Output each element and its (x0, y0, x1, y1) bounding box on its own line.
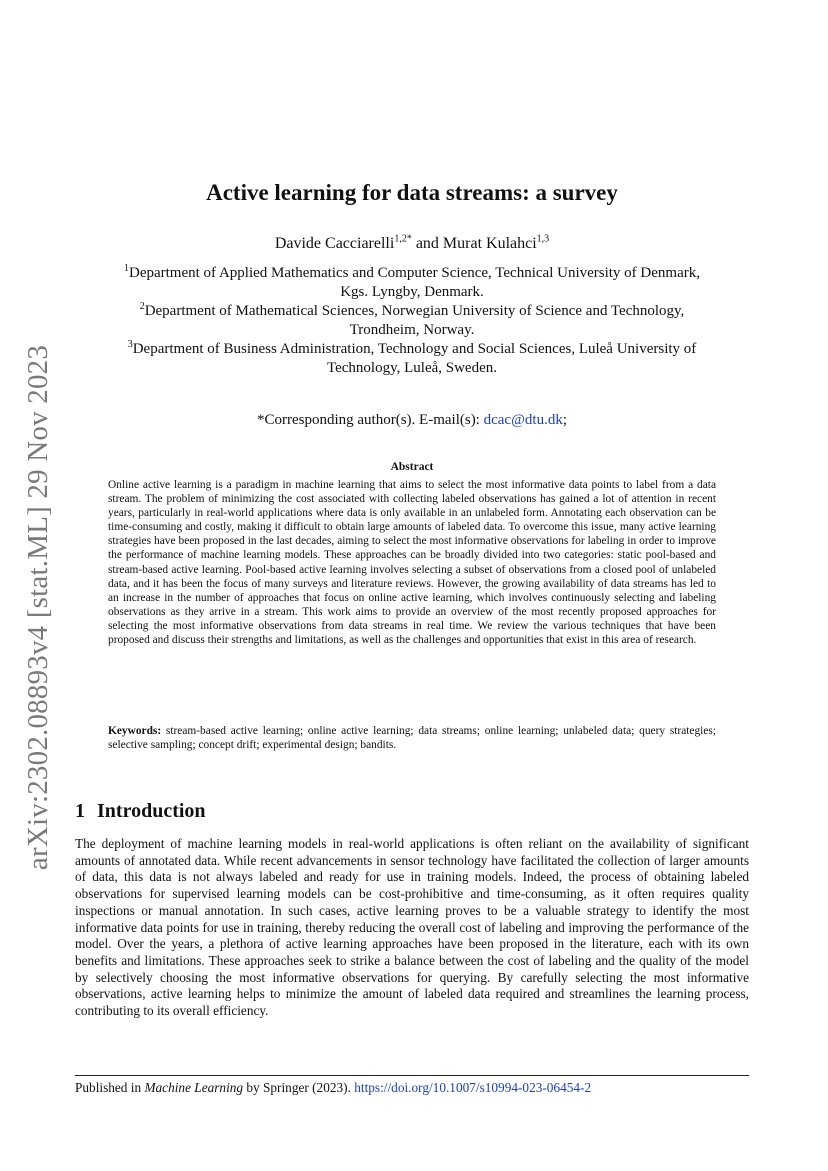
author-affiliation-marker: 1,2* (394, 233, 412, 245)
corresponding-suffix: ; (562, 412, 567, 428)
section-heading (75, 800, 206, 823)
affiliation-2-cont: Trondheim, Norway. (349, 322, 475, 338)
arxiv-id-text: arXiv:2302.08893v4 [stat.ML] 29 Nov 2023 (22, 344, 55, 870)
footnote-divider (75, 1075, 749, 1076)
corresponding-label: *Corresponding author(s). E-mail(s): (256, 412, 484, 428)
arxiv-identifier-stamp (20, 344, 58, 870)
author-name: Davide Cacciarelli (274, 235, 395, 252)
affiliation-marker: 1 (123, 263, 129, 274)
email-link[interactable]: dcac@dtu.dk (483, 412, 563, 428)
author-affiliation-marker: 1,3 (536, 233, 550, 245)
abstract-body: Online active learning is a paradigm in machine learning that aims to select the most informative data points to label from a data stream. The problem of minimizing the cost associated with collecting labeled observations has gained a lot of attention in recent years, particularly in real-world applications where data is only available in an unlabeled form. Annotating each observation can be time-consuming and costly, making it difficult to obtain large amounts of labeled data. To overcome this issue, many active learning strategies have been proposed in the last decades, aiming to select the most informative observations for labeling in order to improve the performance of machine learning models. These approaches can be broadly divided into two categories: static pool-based and stream-based active learning. Pool-based active learning involves selecting a subset of observations from a closed pool of unlabeled data, and it has been the focus of many surveys and literature reviews. However, the growing availability of data streams has led to an increase in the number of approaches that focus on online active learning, which involves continuously selecting and labeling observations as they arrive in a stream. This work aims to provide an overview of the most recently proposed approaches for selecting the most informative observations from data streams in real time. We review the various techniques that have been proposed and discuss their strengths and limitations, as well as the challenges and opportunities that exist in this area of research. (108, 479, 716, 647)
keywords-label: Keywords: (108, 725, 162, 737)
introduction-paragraph: The deployment of machine learning models in real-world applications is often reliant on the availability of significant amounts of annotated data. While recent advancements in sensor technology have facilitated the collection of larger amounts of data, this data is not always labeled and ready for use in training models. Indeed, the process of obtaining labeled observations for supervised learning models can be cost-prohibitive and time-consuming, as it often requires quality inspections or manual annotation. In such cases, active learning proves to be a valuable strategy to identify the most informative data points for use in training, thereby reducing the overall cost of labeling and improving the performance of the model. Over the years, a plethora of active learning approaches have been proposed in the literature, each with its own benefits and limitations. These approaches seek to strike a balance between the cost of labeling and the quality of the model by selectively choosing the most informative observations for querying. By carefully selecting the most informative observations, active learning helps to minimize the amount of labeled data required and streamlines the learning process, contributing to its overall efficiency. (75, 836, 749, 1019)
footnote-prefix: Published in (75, 1080, 145, 1095)
footnote-middle: by Springer (2023). (243, 1080, 355, 1095)
affiliation-marker: 2 (139, 301, 145, 312)
affiliation-text: Department of Applied Mathematics and Computer Science, Technical University of Denmark, (128, 265, 700, 281)
author-list (75, 235, 749, 253)
affiliations (75, 264, 749, 378)
affiliation-2 (75, 302, 749, 321)
section-title: Introduction (97, 800, 206, 822)
affiliation-marker: 3 (127, 339, 133, 350)
section-number: 1 (75, 800, 85, 822)
affiliation-text: Department of Business Administration, Technology and Social Sciences, Luleå University of (132, 341, 697, 357)
paper-title: Active learning for data streams: a survey (206, 180, 618, 205)
author-joiner: and (411, 235, 443, 252)
affiliation-1-cont: Kgs. Lyngby, Denmark. (340, 284, 484, 300)
abstract-heading: Abstract (390, 461, 434, 473)
journal-name: Machine Learning (144, 1080, 244, 1095)
publication-footnote (75, 1080, 749, 1096)
affiliation-text: Department of Mathematical Sciences, Norwegian University of Science and Technology, (144, 303, 685, 319)
affiliation-3 (75, 340, 749, 359)
keywords-text: stream-based active learning; online active learning; data streams; online learning; unlabeled data; query strategies; selective sampling; concept drift; experimental design; bandits. (108, 725, 716, 752)
affiliation-1 (75, 264, 749, 283)
affiliation-3-cont: Technology, Luleå, Sweden. (326, 360, 497, 376)
corresponding-author (75, 412, 749, 429)
keywords (108, 724, 716, 752)
author-name: Murat Kulahci (442, 235, 537, 252)
doi-link[interactable]: https://doi.org/10.1007/s10994-023-06454-2 (354, 1080, 592, 1095)
